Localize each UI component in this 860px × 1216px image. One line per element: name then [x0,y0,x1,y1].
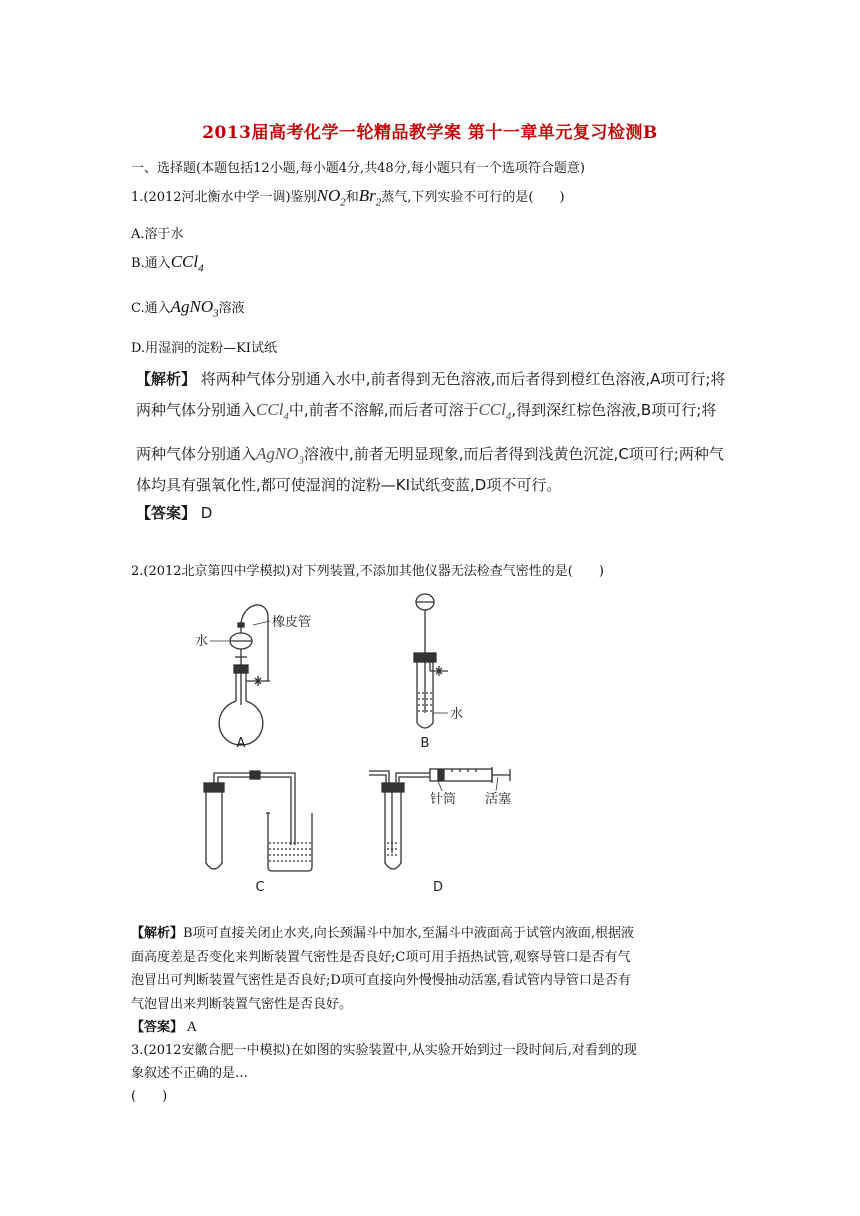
q2-analysis-line-3: 泡冒出可判断装置气密性是否良好;D项可直接向外慢慢抽动活塞,看试管内导管口是否有 [131,973,631,988]
chem-br2: $Br_2$ [358,186,382,209]
label-water-a: 水 [194,634,208,649]
label-syringe: 针筒 [430,792,457,807]
q1-analysis-line-1: 【解析】 将两种气体分别通入水中,前者得到无色溶液,而后者得到橙红色溶液,A项可行;将 [136,370,726,388]
q3-stem-line-3: ( ) [131,1089,168,1104]
q1-analysis-line-3: 两种气体分别通入AgNO$_3$溶液中,前者无明显现象,而后者得到浅黄色沉淀,C项可行;两种气 [136,444,724,467]
q1-stem-and: 和 [345,190,359,205]
test-tube-c [206,792,222,869]
analysis-label: 【解析】 [136,370,197,388]
q1-option-b: B.通入CCl$_4$ [131,252,204,275]
q1-option-a: A.溶于水 [131,227,184,242]
apparatus-a [195,605,311,751]
label-b: B [420,736,430,751]
label-c: C [255,880,265,895]
q2-stem: 2.(2012北京第四中学模拟)对下列装置,不添加其他仪器无法检查气密性的是( ) [131,564,604,579]
apparatus-figure [180,585,540,905]
stopper-d [382,783,404,792]
q1-answer: 【答案】 D [136,504,213,522]
label-a: A [236,736,246,751]
q1-stem-prefix: 1.(2012河北衡水中学一调)鉴别 [131,190,317,205]
q1-option-d: D.用湿润的淀粉—KI试纸 [131,341,277,356]
delivery-tube-c [214,773,295,845]
apparatus-d [369,767,511,895]
q2-analysis-line-4: 气泡冒出来判断装置气密性是否良好。 [131,997,353,1012]
chem-no2: $NO_2$ [316,186,346,209]
apparatus-c [204,771,312,895]
stopper-c [204,783,224,792]
page-title: 2013届高考化学一轮精品教学案 第十一章单元复习检测B [202,123,658,143]
q2-analysis-line-1: 【解析】B项可直接关闭止水夹,向长颈漏斗中加水,至漏斗中液面高于试管内液面,根据液 [131,926,634,941]
q1-option-c: C.通入AgNO$_3$溶液 [131,297,245,320]
q2-answer: 【答案】 A [131,1020,197,1035]
q3-stem-line-2: 象叙述不正确的是… [131,1066,249,1081]
label-rubber-tube: 橡皮管 [272,615,312,630]
label-water-b: 水 [450,707,464,722]
stopper-b [414,653,436,662]
beaker-c [268,813,312,871]
section-header: 一、选择题(本题包括12小题,每小题4分,共48分,每小题只有一个选项符合题意) [131,161,585,176]
q1-stem [131,186,565,208]
q2-analysis-line-2: 面高度差是否变化来判断装置气密性是否良好;C项可用手捂热试管,观察导管口是否有气 [131,950,631,965]
apparatus-b [414,594,463,751]
q1-analysis-line-4: 体均具有强氧化性,都可使湿润的淀粉—KI试纸变蓝,D项不可行。 [136,476,562,494]
test-tube-d [385,792,401,869]
label-plunger: 活塞 [485,792,512,807]
q1-stem-suffix: 蒸气,下列实验不可行的是( ) [381,190,565,205]
q1-analysis-line-2: 两种气体分别通入CCl$_4$中,前者不溶解,而后者可溶于CCl$_4$,得到深红棕色溶液,B项可行;将 [136,400,717,423]
label-d: D [432,880,444,895]
q3-stem-line-1: 3.(2012安徽合肥一中模拟)在如图的实验装置中,从实验开始到过一段时间后,对看到的现 [131,1043,637,1058]
